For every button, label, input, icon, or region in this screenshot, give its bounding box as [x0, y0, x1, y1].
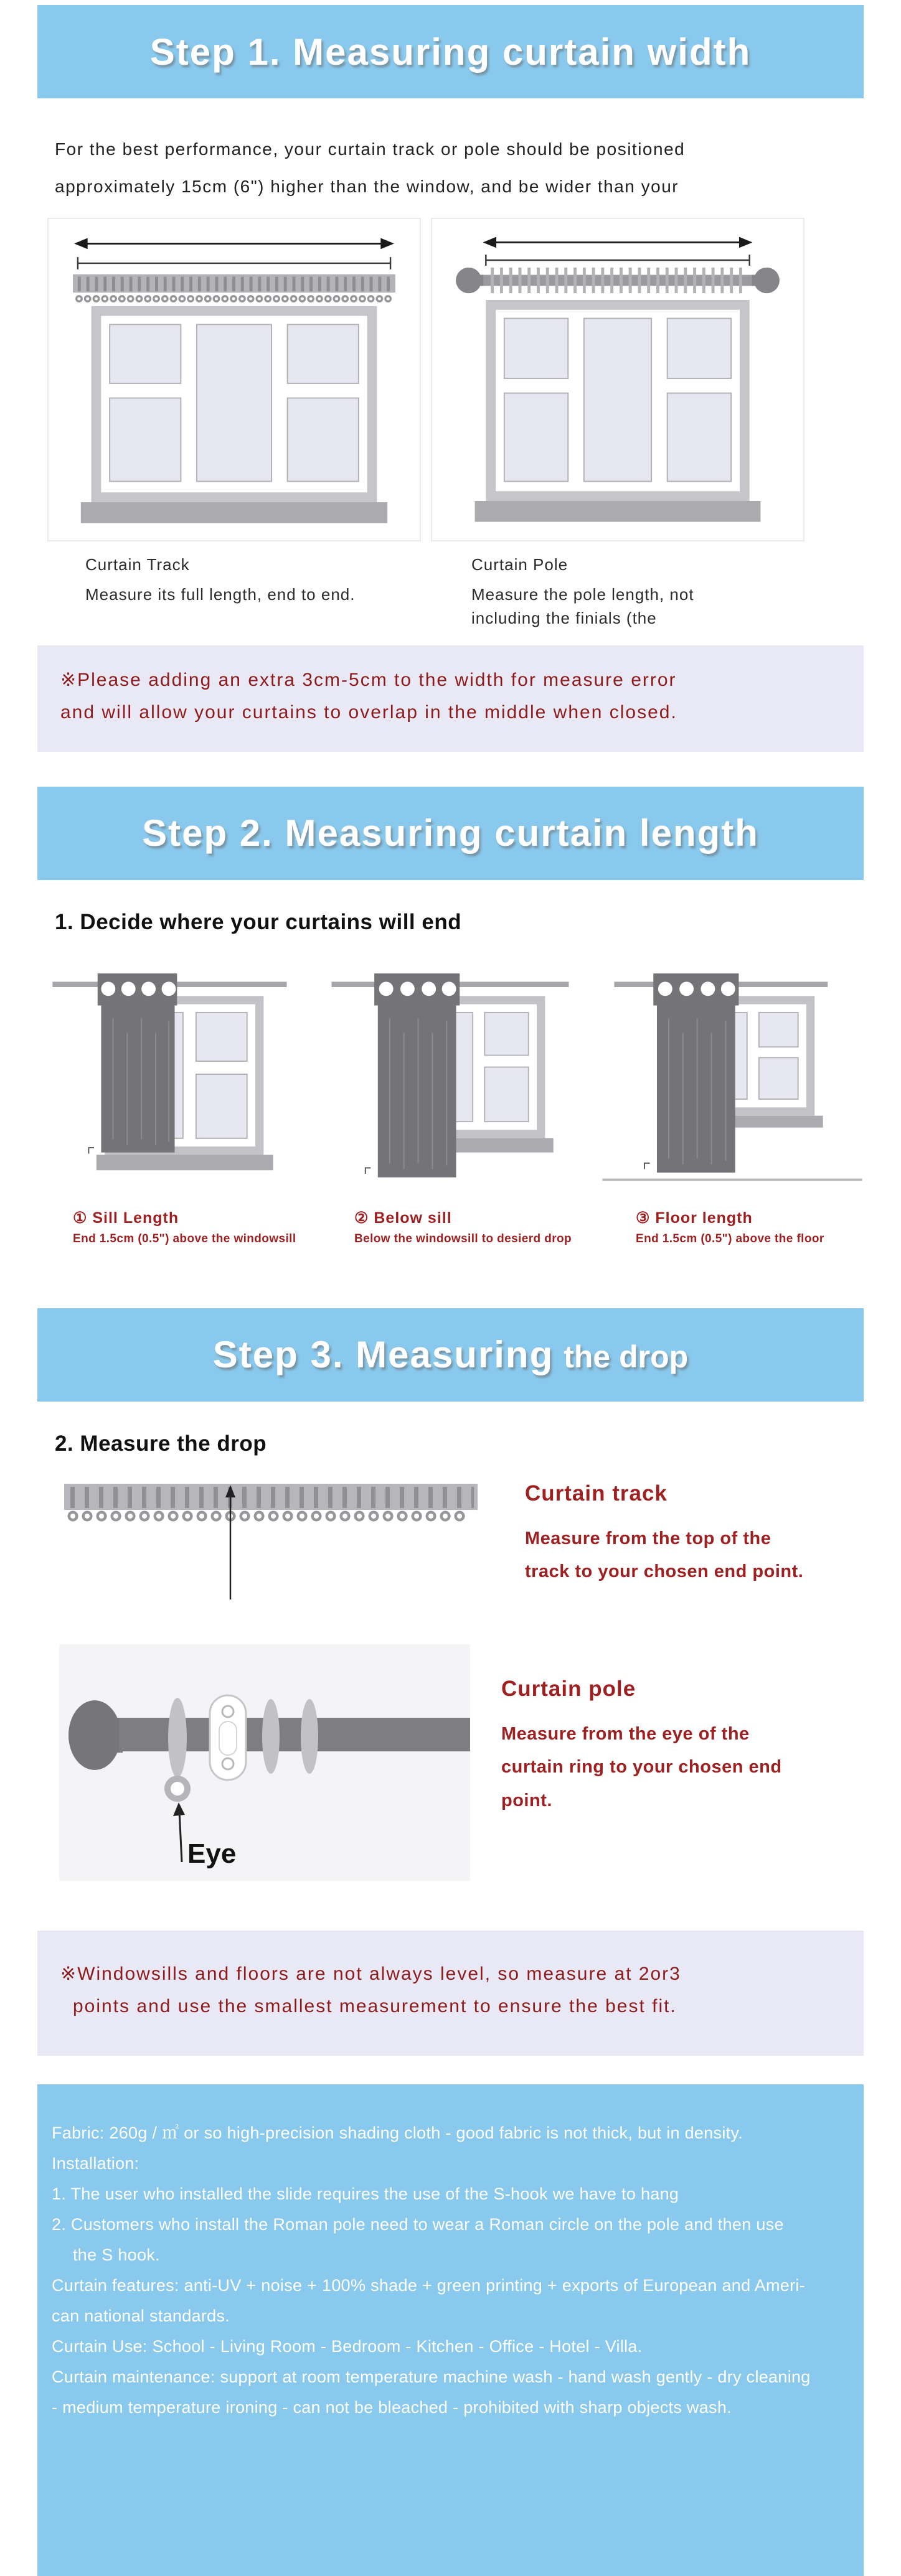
track-body-line-1: Measure from the top of the: [525, 1528, 771, 1548]
info-maintenance: Curtain maintenance: support at room temperature machine wash - hand wash gently - dry cleaning: [52, 2367, 811, 2386]
pole-body-line-1: Measure from the eye of the: [501, 1723, 750, 1744]
floor-length-illustration: [591, 950, 872, 1199]
pole-body-line-3: point.: [501, 1791, 552, 1811]
pole-text-block: [501, 1644, 782, 1881]
below-sill-label: ② Below sill: [354, 1209, 452, 1227]
curtain-ring-with-eye: [168, 1698, 187, 1777]
length-option-below-sill: [309, 950, 591, 1246]
curtain-pole-illustration: [59, 1644, 470, 1881]
step3-banner-main: Step 3. Measuring: [212, 1334, 554, 1376]
eye-label: Eye: [187, 1838, 237, 1869]
pole-body: [501, 1718, 782, 1818]
pole-caption-title: Curtain Pole: [471, 555, 568, 574]
drop-track-row: [53, 1476, 864, 1601]
step3-heading: 2. Measure the drop: [55, 1431, 267, 1456]
step2-banner-title: Step 2. Measuring curtain length: [142, 812, 759, 855]
step3-banner: [37, 1308, 864, 1402]
windowsill: [81, 502, 387, 523]
width-measure-note: [37, 645, 864, 752]
pole-caption-body-1: Measure the pole length, not: [471, 585, 694, 604]
drop-pole-row: [59, 1644, 864, 1881]
info-use: Curtain Use: School - Living Room - Bedroom - Kitchen - Office - Hotel - Villa.: [52, 2336, 643, 2356]
windowsill: [475, 501, 761, 522]
info-fabric: Fabric: 260g / ㎡ or so high-precision shading cloth - good fabric is not thick, but in density.: [52, 2123, 743, 2142]
track-caption: [85, 555, 471, 630]
measure-bracket: [78, 257, 390, 269]
intro-line-2: approximately 15cm (6") higher than the window, and be wider than your: [55, 177, 679, 197]
product-info-box: [37, 2084, 864, 2576]
length-option-floor: [591, 950, 872, 1246]
intro-paragraph: [55, 131, 901, 205]
below-sill-desc: Below the windowsill to desierd drop: [354, 1232, 572, 1245]
length-options-row: [28, 950, 873, 1246]
window-with-track-illustration: [50, 220, 418, 539]
width-note-line-1: ※Please adding an extra 3cm-5cm to the width for measure error: [60, 669, 677, 690]
level-note-line-1: ※Windowsills and floors are not always level, so measure at 2or3: [60, 1963, 681, 1984]
curtain-panel: [101, 1005, 174, 1152]
pole-caption-body-2: including the finials (the: [471, 609, 657, 628]
curtain-pole-figure: [431, 218, 804, 541]
step3-banner-title: [213, 1333, 688, 1376]
sill-length-label: ① Sill Length: [73, 1209, 179, 1227]
info-install-2: 2. Customers who install the Roman pole need to wear a Roman circle on the pole and then use: [52, 2214, 784, 2234]
info-maintenance-2: - medium temperature ironing - can not be bleached - prohibited with sharp objects wash.: [52, 2397, 732, 2417]
info-install-1: 1. The user who installed the slide requires the use of the S-hook we have to hang: [52, 2184, 679, 2203]
measure-tick: [88, 1148, 94, 1154]
step1-banner: [37, 5, 864, 98]
track-title: Curtain track: [525, 1481, 667, 1506]
intro-line-1: For the best performance, your curtain track or pole should be positioned: [55, 139, 686, 159]
width-note-line-2: and will allow your curtains to overlap in the middle when closed.: [60, 702, 677, 723]
info-installation: Installation:: [52, 2153, 139, 2173]
measure-tick: [366, 1168, 371, 1174]
curtain-ring: [262, 1699, 280, 1774]
window-with-pole-illustration: [434, 220, 801, 539]
curtain-track-figure: [47, 218, 421, 541]
step2-banner: [37, 787, 864, 880]
track-text-block: [525, 1476, 803, 1601]
length-option-sill: [28, 950, 309, 1246]
sill-length-illustration: [28, 950, 309, 1199]
info-features-2: can national standards.: [52, 2306, 230, 2325]
step3-banner-sub: the drop: [564, 1339, 689, 1375]
windowsill: [97, 1155, 273, 1170]
floor-length-label: ③ Floor length: [636, 1209, 753, 1227]
step1-banner-title: Step 1. Measuring curtain width: [149, 30, 752, 73]
step2-heading: 1. Decide where your curtains will end: [55, 909, 462, 934]
ring-eye: [167, 1779, 187, 1799]
pole-body-line-2: curtain ring to your chosen end: [501, 1757, 782, 1777]
info-install-2b: the S hook.: [73, 2245, 160, 2264]
floor-length-desc: End 1.5cm (0.5") above the floor: [636, 1232, 824, 1245]
pole-caption: [471, 555, 857, 630]
pole-figure-box: [59, 1644, 470, 1881]
track-body-line-2: track to your chosen end point.: [525, 1562, 804, 1582]
track-caption-title: Curtain Track: [85, 555, 190, 574]
width-figures-row: [47, 218, 864, 541]
measure-bracket: [486, 255, 749, 266]
below-sill-illustration: [309, 950, 591, 1199]
level-note: [37, 1931, 864, 2056]
measure-tick: [644, 1163, 650, 1169]
info-features: Curtain features: anti-UV + noise + 100% shade + green printing + exports of European and Ameri-: [52, 2275, 806, 2295]
track-caption-body: Measure its full length, end to end.: [85, 585, 356, 604]
pole-title: Curtain pole: [501, 1676, 636, 1701]
curtain-track-illustration: [53, 1476, 489, 1601]
width-captions-row: [85, 555, 901, 630]
curtain-ring: [301, 1699, 318, 1774]
track-body: [525, 1522, 803, 1589]
level-note-line-2: points and use the smallest measurement to ensure the best fit.: [73, 1996, 677, 2017]
sill-length-desc: End 1.5cm (0.5") above the windowsill: [73, 1232, 296, 1245]
